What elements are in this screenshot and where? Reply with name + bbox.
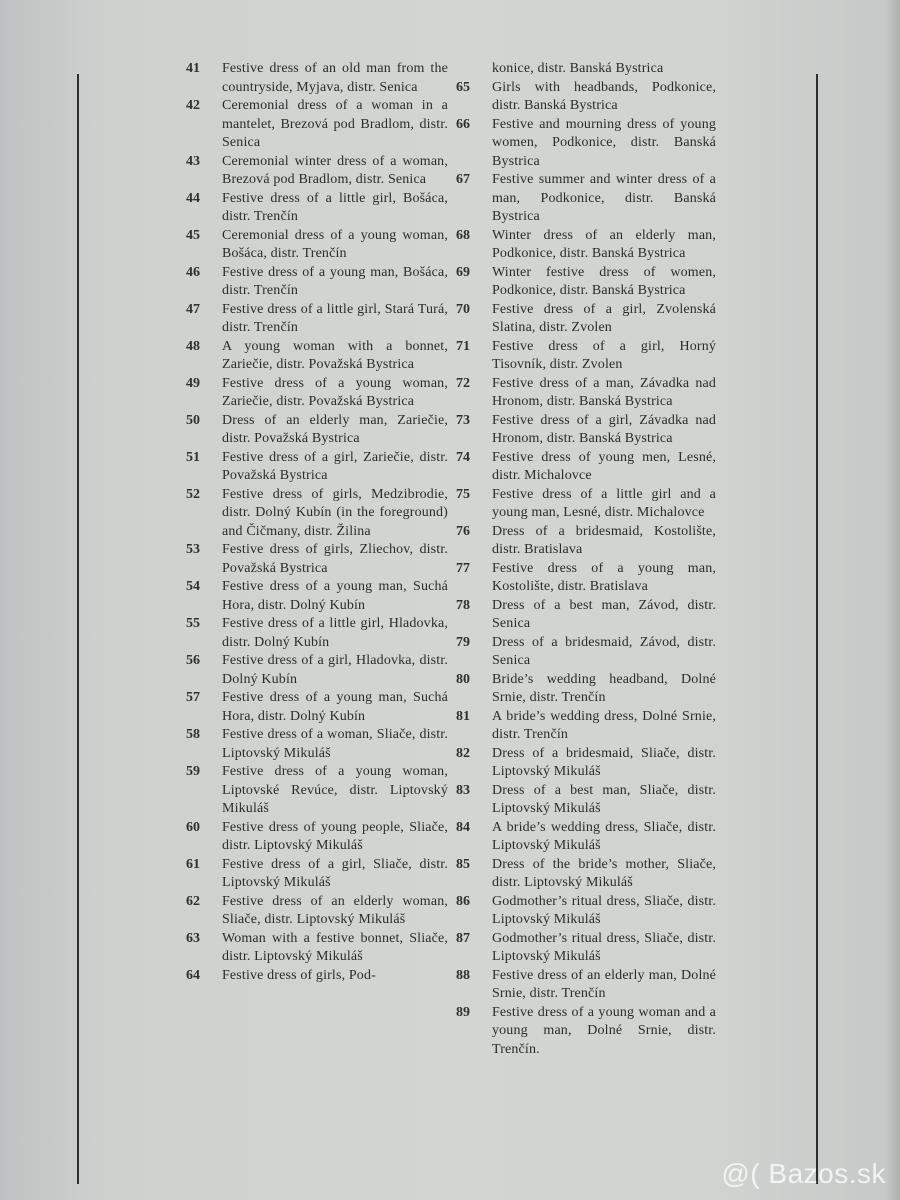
caption-number: 73	[456, 412, 470, 428]
caption-entry	[186, 930, 448, 967]
caption-entry	[456, 893, 716, 930]
caption-entry	[456, 486, 716, 523]
caption-text: Festive dress of a young man, Suchá Hora, distr. Dolný Kubín	[222, 579, 448, 613]
caption-number: 58	[186, 727, 200, 742]
caption-entry	[456, 967, 716, 1004]
caption-number: 82	[456, 745, 470, 761]
caption-entry	[186, 652, 448, 689]
caption-number: 65	[456, 79, 470, 95]
caption-number: 44	[186, 190, 200, 206]
caption-number: 67	[456, 172, 470, 187]
caption-number: 79	[456, 634, 470, 650]
caption-entry	[186, 264, 448, 301]
caption-number: 62	[186, 893, 200, 909]
caption-number: 63	[186, 930, 200, 946]
caption-entry	[456, 338, 716, 375]
caption-entry	[186, 60, 448, 97]
caption-text: Festive dress of young men, Lesné, distr. Michalovce	[492, 449, 716, 483]
right-margin-rule	[816, 74, 818, 1184]
caption-number: 80	[456, 671, 470, 687]
left-margin-rule	[77, 74, 79, 1184]
caption-number: 61	[186, 856, 200, 872]
caption-text: Festive dress of a woman, Sliače, distr. Liptovský Mikuláš	[222, 727, 448, 761]
caption-entry	[456, 856, 716, 893]
caption-entry	[186, 856, 448, 893]
caption-text: Woman with a festive bonnet, Sliače, distr. Liptovský Mikuláš	[222, 930, 448, 964]
caption-number: 84	[456, 819, 470, 835]
caption-number: 74	[456, 449, 470, 465]
caption-entry	[186, 893, 448, 930]
caption-text: Festive dress of a young woman, Zariečie, distr. Považská Bystrica	[222, 375, 448, 409]
caption-entry	[186, 190, 448, 227]
caption-entry	[186, 412, 448, 449]
caption-entry	[186, 763, 448, 819]
caption-text: Godmother’s ritual dress, Sliače, distr. Liptovský Mikuláš	[492, 893, 716, 927]
caption-number: 60	[186, 819, 200, 835]
caption-text: Festive dress of an elderly woman, Sliače, distr. Liptovský Mikuláš	[222, 893, 448, 927]
caption-entry	[456, 745, 716, 782]
caption-number: 52	[186, 486, 200, 502]
caption-number: 45	[186, 227, 200, 243]
caption-text: Festive dress of a girl, Sliače, distr. Liptovský Mikuláš	[222, 856, 448, 890]
caption-text: Festive dress of a little girl and a young man, Lesné, distr. Michalovce	[492, 486, 716, 520]
caption-entry	[456, 1004, 716, 1060]
caption-text: Festive dress of girls, Pod-	[222, 967, 376, 983]
caption-text: Festive dress of a young woman, Liptovské Revúce, distr. Liptovský Mikuláš	[222, 764, 448, 816]
caption-number: 49	[186, 375, 200, 391]
caption-number: 47	[186, 301, 200, 317]
caption-number: 68	[456, 227, 470, 243]
caption-text: Girls with headbands, Podkonice, distr. Banská Bystrica	[492, 79, 716, 113]
caption-text: Festive dress of a little girl, Stará Turá, distr. Trenčín	[222, 301, 448, 335]
caption-number: 43	[186, 153, 200, 169]
caption-text: Festive dress of girls, Zliechov, distr. Považská Bystrica	[222, 542, 448, 576]
caption-number: 48	[186, 338, 200, 354]
caption-entry	[186, 486, 448, 542]
caption-number: 78	[456, 597, 470, 613]
caption-number: 77	[456, 560, 470, 576]
caption-number: 76	[456, 523, 470, 539]
caption-text: Festive summer and winter dress of a man, Podkonice, distr. Banská Bystrica	[492, 172, 716, 224]
caption-number: 57	[186, 690, 200, 705]
caption-number: 89	[456, 1004, 470, 1020]
caption-entry	[456, 264, 716, 301]
caption-entry	[456, 930, 716, 967]
caption-entry	[186, 689, 448, 726]
caption-number: 66	[456, 116, 470, 132]
caption-text: Dress of the bride’s mother, Sliače, distr. Liptovský Mikuláš	[492, 856, 716, 890]
caption-text: Festive dress of a little girl, Hladovka, distr. Dolný Kubín	[222, 616, 448, 650]
caption-entry	[456, 523, 716, 560]
caption-text: Ceremonial dress of a young woman, Bošáca, distr. Trenčín	[222, 227, 448, 261]
caption-entry	[186, 338, 448, 375]
caption-number: 50	[186, 412, 200, 428]
caption-entry	[186, 97, 448, 153]
caption-entry	[186, 153, 448, 190]
caption-text: Dress of a best man, Závod, distr. Senica	[492, 597, 716, 631]
caption-text: Ceremonial dress of a woman in a mantelet, Brezová pod Bradlom, distr. Senica	[222, 98, 448, 150]
caption-number: 64	[186, 967, 200, 983]
caption-number: 88	[456, 967, 470, 983]
caption-text: A bride’s wedding dress, Sliače, distr. Liptovský Mikuláš	[492, 819, 716, 853]
caption-entry	[456, 782, 716, 819]
caption-number: 41	[186, 61, 200, 76]
caption-entry	[186, 819, 448, 856]
caption-entry	[186, 449, 448, 486]
caption-text: Winter dress of an elderly man, Podkonice, distr. Banská Bystrica	[492, 227, 716, 261]
caption-number: 72	[456, 375, 470, 391]
caption-entry	[456, 412, 716, 449]
caption-number: 75	[456, 486, 470, 502]
caption-entry	[456, 634, 716, 671]
caption-entry	[186, 967, 448, 986]
caption-number: 85	[456, 856, 470, 872]
caption-entry	[186, 615, 448, 652]
caption-text: Godmother’s ritual dress, Sliače, distr. Liptovský Mikuláš	[492, 930, 716, 964]
caption-text: Festive dress of a girl, Zariečie, distr. Považská Bystrica	[222, 449, 448, 483]
caption-continuation-text: konice, distr. Banská Bystrica	[492, 61, 664, 76]
caption-text: Dress of a bridesmaid, Kostolište, distr. Bratislava	[492, 523, 716, 557]
caption-text: Festive dress of a little girl, Bošáca, distr. Trenčín	[222, 190, 448, 224]
caption-text: Winter festive dress of women, Podkonice, distr. Banská Bystrica	[492, 264, 716, 298]
caption-entry	[456, 79, 716, 116]
caption-number: 83	[456, 782, 470, 798]
caption-text: Ceremonial winter dress of a woman, Brezová pod Bradlom, distr. Senica	[222, 153, 448, 187]
caption-entry	[456, 708, 716, 745]
caption-text: Dress of a best man, Sliače, distr. Liptovský Mikuláš	[492, 782, 716, 816]
caption-number: 55	[186, 616, 200, 631]
caption-entry	[186, 227, 448, 264]
caption-entry	[456, 116, 716, 172]
caption-text: Festive dress of a girl, Závadka nad Hronom, distr. Banská Bystrica	[492, 412, 716, 446]
caption-continuation	[456, 60, 716, 79]
caption-entry	[186, 726, 448, 763]
caption-text: Festive and mourning dress of young women, Podkonice, distr. Banská Bystrica	[492, 116, 716, 169]
caption-text: Festive dress of a girl, Horný Tisovník, distr. Zvolen	[492, 338, 716, 372]
caption-text: Dress of an elderly man, Zariečie, distr. Považská Bystrica	[222, 412, 448, 446]
caption-entry	[456, 171, 716, 227]
caption-entry	[456, 301, 716, 338]
caption-entry	[186, 301, 448, 338]
caption-list-right	[456, 60, 716, 1059]
caption-number: 46	[186, 264, 200, 280]
caption-entry	[186, 541, 448, 578]
caption-entry	[456, 597, 716, 634]
caption-number: 53	[186, 542, 200, 557]
caption-number: 56	[186, 653, 200, 668]
caption-entry	[456, 560, 716, 597]
caption-entry	[456, 449, 716, 486]
caption-text: Festive dress of a young woman and a young man, Dolné Srnie, distr. Trenčín.	[492, 1004, 716, 1057]
caption-number: 54	[186, 579, 200, 594]
caption-list-left	[186, 60, 448, 985]
bazos-watermark: @( Bazos.sk	[721, 1158, 886, 1189]
caption-text: Festive dress of an elderly man, Dolné Srnie, distr. Trenčín	[492, 967, 716, 1001]
caption-number: 59	[186, 764, 200, 779]
caption-text: Festive dress of a girl, Hladovka, distr. Dolný Kubín	[222, 653, 448, 687]
caption-entry	[186, 578, 448, 615]
caption-number: 69	[456, 264, 470, 280]
caption-text: Festive dress of a young man, Suchá Hora, distr. Dolný Kubín	[222, 690, 448, 724]
caption-text: Dress of a bridesmaid, Sliače, distr. Liptovský Mikuláš	[492, 745, 716, 779]
caption-number: 42	[186, 98, 200, 113]
caption-text: Festive dress of a young man, Bošáca, distr. Trenčín	[222, 264, 448, 298]
caption-text: Festive dress of a man, Závadka nad Hronom, distr. Banská Bystrica	[492, 375, 716, 409]
caption-number: 70	[456, 301, 470, 317]
caption-text: A bride’s wedding dress, Dolné Srnie, distr. Trenčín	[492, 708, 716, 742]
caption-entry	[456, 375, 716, 412]
caption-text: Festive dress of a young man, Kostolište, distr. Bratislava	[492, 560, 716, 594]
caption-text: Dress of a bridesmaid, Závod, distr. Senica	[492, 634, 716, 668]
caption-entry	[456, 819, 716, 856]
caption-text: Festive dress of young people, Sliače, distr. Liptovský Mikuláš	[222, 819, 448, 853]
caption-text: Festive dress of girls, Medzibrodie, distr. Dolný Kubín (in the foreground) and Čičmany, distr. Žilina	[222, 486, 448, 539]
caption-entry	[456, 671, 716, 708]
caption-number: 86	[456, 893, 470, 909]
caption-text: Festive dress of a girl, Zvolenská Slatina, distr. Zvolen	[492, 301, 716, 335]
page-edge-shadow	[886, 0, 900, 1200]
caption-number: 81	[456, 708, 470, 724]
caption-text: A young woman with a bonnet, Zariečie, distr. Považská Bystrica	[222, 338, 448, 372]
caption-number: 51	[186, 449, 200, 465]
caption-entry	[186, 375, 448, 412]
caption-text: Festive dress of an old man from the countryside, Myjava, distr. Senica	[222, 61, 448, 95]
caption-number: 71	[456, 338, 470, 354]
caption-entry	[456, 227, 716, 264]
caption-text: Bride’s wedding headband, Dolné Srnie, distr. Trenčín	[492, 671, 716, 705]
caption-number: 87	[456, 930, 470, 946]
